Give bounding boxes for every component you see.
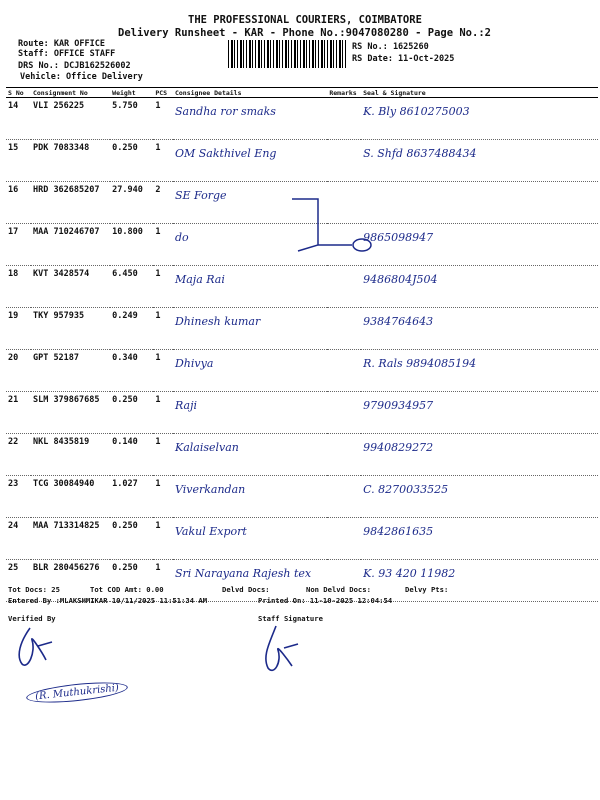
row-consignee: Sandha ror smaks — [174, 105, 276, 118]
row-signature-cell — [361, 560, 598, 602]
row-consignee: Raji — [174, 399, 198, 412]
row-sno: 14 — [6, 98, 31, 140]
delivery-points: Delvy Pts: — [405, 585, 449, 594]
row-sno: 25 — [6, 560, 31, 602]
row-remarks — [327, 98, 361, 140]
row-signature: R. Rals 9894085194 — [363, 357, 477, 370]
row-consignee: Vakul Export — [174, 525, 247, 538]
row-weight: 0.249 — [110, 308, 153, 350]
row-weight: 10.800 — [110, 224, 153, 266]
row-sno: 24 — [6, 518, 31, 560]
barcode-graphic — [228, 40, 346, 68]
col-header-remarks: Remarks — [327, 88, 361, 98]
row-remarks — [327, 350, 361, 392]
total-docs: Tot Docs: 25 — [8, 585, 60, 594]
col-header-pcs: PCS — [153, 88, 173, 98]
row-remarks — [327, 140, 361, 182]
row-signature: 9865098947 — [363, 231, 434, 244]
row-pcs: 1 — [153, 476, 173, 518]
row-pcs: 1 — [153, 308, 173, 350]
row-sno: 19 — [6, 308, 31, 350]
row-signature-cell — [361, 476, 598, 518]
table-row — [6, 308, 598, 350]
row-signature-cell — [361, 98, 598, 140]
row-consignee: Dhivya — [174, 357, 214, 370]
company-title: THE PROFESSIONAL COURIERS, COIMBATORE — [188, 14, 422, 26]
row-signature: 9486804J504 — [363, 273, 438, 286]
row-consignment-no: VLI 256225 — [31, 98, 110, 140]
row-consignee-cell — [173, 392, 327, 434]
row-signature: 9790934957 — [363, 399, 434, 412]
row-signature-cell — [361, 434, 598, 476]
row-weight: 0.250 — [110, 392, 153, 434]
row-signature-cell — [361, 182, 598, 224]
row-consignment-no: TCG 30084940 — [31, 476, 110, 518]
row-weight: 1.027 — [110, 476, 153, 518]
row-remarks — [327, 434, 361, 476]
row-signature: 9842861635 — [363, 525, 434, 538]
col-header-consignment: Consignment No — [31, 88, 110, 98]
row-signature-cell — [361, 392, 598, 434]
delivered-docs: Delvd Docs: — [222, 585, 270, 594]
row-sno: 17 — [6, 224, 31, 266]
row-consignee: OM Sakthivel Eng — [174, 147, 277, 160]
row-weight: 5.750 — [110, 98, 153, 140]
table-row — [6, 518, 598, 560]
row-pcs: 1 — [153, 224, 173, 266]
shared-signature-bracket-icon — [290, 195, 380, 265]
row-weight: 27.940 — [110, 182, 153, 224]
table-row — [6, 434, 598, 476]
table-row — [6, 392, 598, 434]
row-pcs: 1 — [153, 518, 173, 560]
row-pcs: 1 — [153, 560, 173, 602]
row-weight: 6.450 — [110, 266, 153, 308]
row-consignee: Kalaiselvan — [174, 441, 239, 454]
vehicle-label: Vehicle: Office Delivery — [20, 72, 143, 82]
row-remarks — [327, 392, 361, 434]
row-signature-cell — [361, 518, 598, 560]
row-sno: 18 — [6, 266, 31, 308]
route-label: Route: KAR OFFICE — [18, 39, 105, 49]
table-row — [6, 350, 598, 392]
row-weight: 0.250 — [110, 518, 153, 560]
entered-by: Entered By :MLAKSHMIKAR 10/11/2025 11:51:34 AM — [8, 596, 208, 605]
row-consignee-cell — [173, 308, 327, 350]
row-consignment-no: BLR 280456276 — [31, 560, 110, 602]
row-signature: K. 93 420 11982 — [363, 567, 456, 580]
row-weight: 0.340 — [110, 350, 153, 392]
row-sno: 21 — [6, 392, 31, 434]
rs-number: RS No.: 1625260 — [352, 42, 429, 52]
row-pcs: 1 — [153, 392, 173, 434]
row-consignee-cell — [173, 518, 327, 560]
row-signature: 9384764643 — [363, 315, 434, 328]
row-consignment-no: SLM 379867685 — [31, 392, 110, 434]
row-weight: 0.250 — [110, 560, 153, 602]
row-signature: 9940829272 — [363, 441, 434, 454]
table-row — [6, 476, 598, 518]
table-row — [6, 98, 598, 140]
row-signature-cell — [361, 224, 598, 266]
row-consignee-cell — [173, 98, 327, 140]
verifier-signature-icon — [12, 622, 62, 672]
table-header-row — [6, 88, 598, 98]
row-signature-cell — [361, 140, 598, 182]
staff-signature-icon — [256, 622, 306, 682]
rs-date: RS Date: 11-Oct-2025 — [352, 54, 455, 64]
row-signature: K. Bly 8610275003 — [363, 105, 470, 118]
row-consignment-no: HRD 362685207 — [31, 182, 110, 224]
row-remarks — [327, 518, 361, 560]
drs-number: DRS No.: DCJB162526002 — [18, 61, 131, 71]
printed-on: Printed On: 11-10-2025 12:04:54 — [258, 596, 393, 605]
col-header-consignee: Consignee Details — [173, 88, 327, 98]
row-consignee: SE Forge — [174, 189, 227, 202]
row-consignment-no: KVT 3428574 — [31, 266, 110, 308]
row-remarks — [327, 476, 361, 518]
total-cod-amount: Tot COD Amt: 0.00 — [90, 585, 164, 594]
row-consignee-cell — [173, 476, 327, 518]
row-signature-cell — [361, 350, 598, 392]
verifier-name: (R. Muthukrishi) — [25, 679, 128, 707]
row-sno: 15 — [6, 140, 31, 182]
verified-by-label: Verified By — [8, 614, 56, 623]
row-pcs: 1 — [153, 434, 173, 476]
row-pcs: 1 — [153, 98, 173, 140]
row-consignee: Sri Narayana Rajesh tex — [174, 567, 312, 580]
row-consignee-cell — [173, 266, 327, 308]
col-header-sno: S No — [6, 88, 31, 98]
row-consignment-no: MAA 710246707 — [31, 224, 110, 266]
row-signature: S. Shfd 8637488434 — [363, 147, 477, 160]
row-pcs: 1 — [153, 140, 173, 182]
row-sno: 23 — [6, 476, 31, 518]
col-header-seal-signature: Seal & Signature — [361, 88, 598, 98]
staff-signature-label: Staff Signature — [258, 614, 323, 623]
row-weight: 0.140 — [110, 434, 153, 476]
non-delivered-docs: Non Delvd Docs: — [306, 585, 371, 594]
row-weight: 0.250 — [110, 140, 153, 182]
row-pcs: 1 — [153, 266, 173, 308]
row-consignment-no: NKL 8435819 — [31, 434, 110, 476]
row-sno: 22 — [6, 434, 31, 476]
col-header-weight: Weight — [110, 88, 153, 98]
table-row — [6, 140, 598, 182]
row-consignee: Maja Rai — [174, 273, 225, 286]
row-consignment-no: GPT 52187 — [31, 350, 110, 392]
row-consignee-cell — [173, 434, 327, 476]
row-signature: C. 8270033525 — [363, 483, 449, 496]
row-signature-cell — [361, 308, 598, 350]
table-row — [6, 266, 598, 308]
staff-label: Staff: OFFICE STAFF — [18, 49, 116, 59]
row-sno: 16 — [6, 182, 31, 224]
row-pcs: 2 — [153, 182, 173, 224]
row-remarks — [327, 266, 361, 308]
runsheet-subtitle: Delivery Runsheet - KAR - Phone No.:9047080280 - Page No.:2 — [118, 27, 491, 39]
row-consignee: do — [174, 231, 189, 244]
row-consignee-cell — [173, 350, 327, 392]
row-consignment-no: TKY 957935 — [31, 308, 110, 350]
row-consignee: Viverkandan — [174, 483, 246, 496]
row-remarks — [327, 308, 361, 350]
row-consignment-no: MAA 713314825 — [31, 518, 110, 560]
row-consignment-no: PDK 7083348 — [31, 140, 110, 182]
row-signature-cell — [361, 266, 598, 308]
row-consignee: Dhinesh kumar — [174, 315, 261, 328]
row-consignee-cell — [173, 140, 327, 182]
runsheet-table — [6, 87, 598, 602]
row-pcs: 1 — [153, 350, 173, 392]
row-sno: 20 — [6, 350, 31, 392]
